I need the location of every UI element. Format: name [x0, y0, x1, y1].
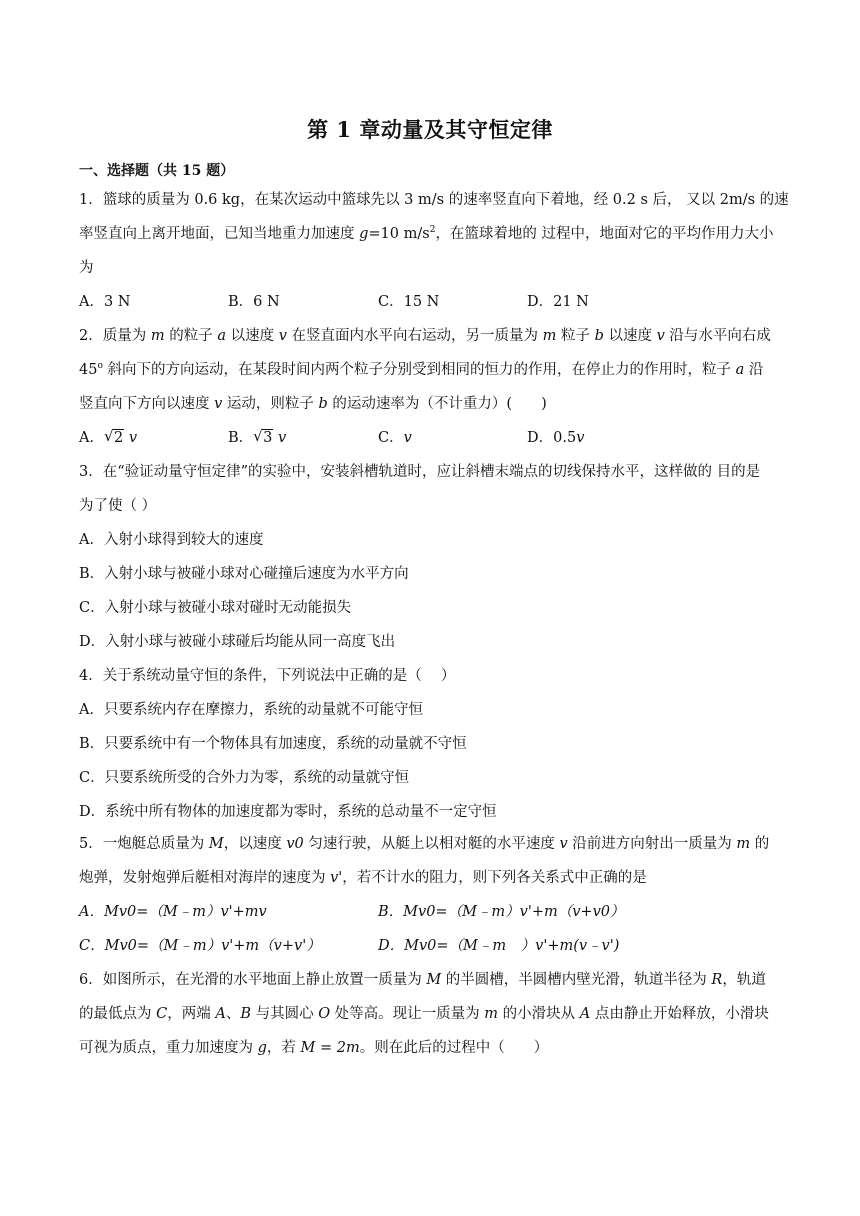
q1-line-3: 为: [79, 260, 94, 276]
q1-line-1: 1．篮球的质量为 0.6 kg，在某次运动中篮球先以 3 m/s 的速率竖直向下着地，经 0.2 s 后， 又以 2m/s 的速: [79, 192, 789, 208]
q2-line-1: 2．质量为 m 的粒子 a 以速度 v 在竖直面内水平向右运动，另一质量为 m 粒子 b 以速度 v 沿与水平向右成: [79, 328, 771, 344]
q2-line-3: 竖直向下方向以速度 v 运动，则粒子 b 的运动速率为（不计重力）( ): [79, 396, 547, 412]
q3-option-b: B．入射小球与被碰小球对心碰撞后速度为水平方向: [79, 566, 409, 582]
q1-line-2: 率竖直向上离开地面，已知当地重力加速度 g=10 $m/s^2$，在篮球着地的 过程中，地面对它的平均作用力大小: [79, 225, 774, 242]
q5-option-d: D．Mv0=（M﹣m ）v'+m(v﹣v'): [378, 938, 620, 954]
q2-option-a: A． √ 2 v: [79, 427, 138, 446]
q4-line-1: 4．关于系统动量守恒的条件，下列说法中正确的是（ ）: [79, 668, 456, 684]
q5-option-c: C．Mv0=（M﹣m）v'+m（v+v'）: [79, 938, 321, 954]
q5-option-a: A．Mv0=（M﹣m）v'+mv: [79, 904, 267, 920]
q2-option-b: B． √ 3 v: [228, 427, 287, 446]
q2-line-2: 45$^o$ 斜向下的方向运动，在某段时间内两个粒子分别受到相同的恒力的作用，在停止力的作用时，粒子 a 沿: [79, 361, 764, 378]
q2-option-c: C．v: [378, 430, 412, 446]
q3-option-d: D．入射小球与被碰小球碰后均能从同一高度飞出: [79, 634, 396, 650]
q5-option-b: B．Mv0=（M﹣m）v'+m（v+v0）: [378, 904, 625, 920]
q6-line-3: 可视为质点，重力加速度为 g，若 M = 2m。则在此后的过程中（ ）: [79, 1040, 549, 1056]
sqrt-symbol: √ 3: [253, 427, 273, 446]
q5-line-2: 炮弹，发射炮弹后艇相对海岸的速度为 v'，若不计水的阻力，则下列各关系式中正确的是: [79, 870, 647, 886]
q4-option-a: A．只要系统内存在摩擦力，系统的动量就不可能守恒: [79, 702, 423, 718]
q3-line-2: 为了使（ ）: [79, 498, 157, 514]
q3-option-a: A．入射小球得到较大的速度: [79, 532, 264, 548]
sqrt-symbol: √ 2: [103, 427, 124, 446]
q4-option-b: B．只要系统中有一个物体具有加速度，系统的动量就不守恒: [79, 736, 467, 752]
q6-line-2: 的最低点为 C，两端 A、B 与其圆心 O 处等高。现让一质量为 m 的小滑块从 A 点由静止开始释放，小滑块: [79, 1006, 769, 1022]
q3-line-1: 3．在“验证动量守恒定律”的实验中，安装斜槽轨道时，应让斜槽末端点的切线保持水平，这样做的 目的是: [79, 464, 761, 480]
q6-line-1: 6．如图所示，在光滑的水平地面上静止放置一质量为 M 的半圆槽，半圆槽内壁光滑，轨道半径为 R，轨道: [79, 972, 766, 988]
q3-option-c: C．入射小球与被碰小球对碰时无动能损失: [79, 600, 352, 616]
page-title: 第 1 章动量及其守恒定律: [307, 117, 553, 142]
q2-option-d: D．0.5v: [527, 430, 585, 446]
q1-option-c: C．15 N: [378, 294, 440, 310]
q1-option-b: B．6 N: [228, 294, 280, 310]
q4-option-c: C．只要系统所受的合外力为零，系统的动量就守恒: [79, 770, 410, 786]
q4-option-d: D．系统中所有物体的加速度都为零时，系统的总动量不一定守恒: [79, 804, 497, 820]
q5-line-1: 5．一炮艇总质量为 M，以速度 v0 匀速行驶，从艇上以相对艇的水平速度 v 沿前进方向射出一质量为 m 的: [79, 836, 770, 852]
q1-option-a: A．3 N: [79, 294, 131, 310]
section-heading: 一、选择题（共 15 题）: [79, 163, 235, 179]
q1-option-d: D．21 N: [527, 294, 589, 310]
